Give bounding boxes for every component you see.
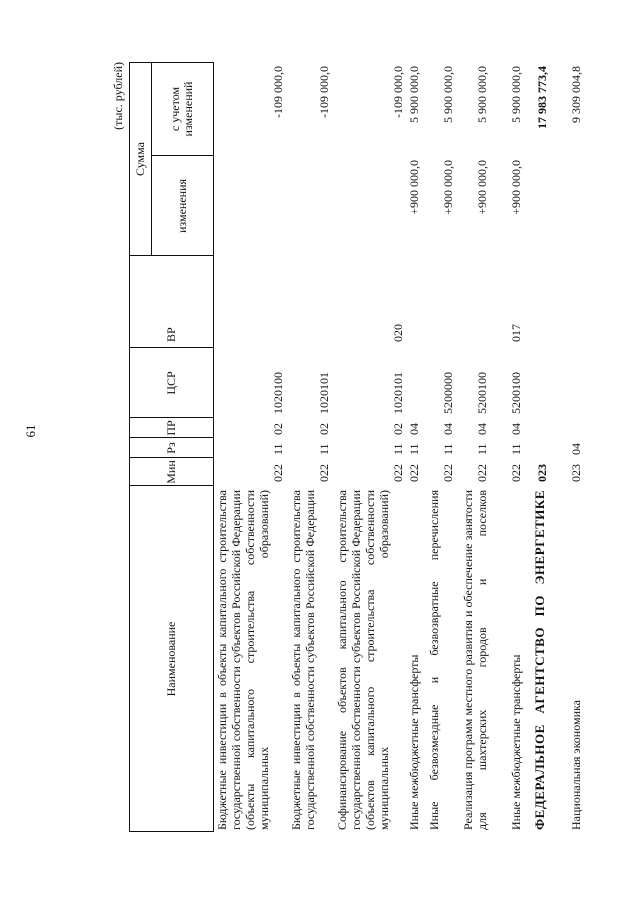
header-rz: Рз	[163, 442, 178, 454]
row-izm: +900 000,0	[509, 160, 523, 215]
row-vr: 020	[391, 324, 405, 342]
header-izmeneniya: изменения	[174, 178, 189, 234]
row-min: 022	[391, 464, 405, 482]
row-pr: 04	[475, 423, 489, 435]
row-rz: 11	[391, 443, 405, 455]
row-rz: 11	[441, 443, 455, 455]
row-min: 022	[441, 464, 455, 482]
row-min: 022	[317, 464, 331, 482]
budget-table	[111, 62, 631, 832]
row-min: 022	[271, 464, 285, 482]
row-uch: -109 000,0	[271, 66, 285, 118]
row-uch: 17 983 773,4	[535, 66, 549, 129]
row-izm: +900 000,0	[475, 160, 489, 215]
row-rz: 11	[317, 443, 331, 455]
row-min: 022	[509, 464, 523, 482]
row-uch: -109 000,0	[317, 66, 331, 118]
units-note: (тыс. рублей)	[111, 62, 125, 130]
header-s-uchetom: с учетом изменений	[168, 81, 195, 137]
row-rz: 11	[475, 443, 489, 455]
row-pr: 02	[317, 423, 331, 435]
row-name: Иные безвозмездные и безвозвратные перечисления	[427, 490, 441, 830]
row-uch: 5 900 000,0	[509, 66, 523, 123]
row-min: 023	[569, 464, 583, 482]
row-rz: 11	[271, 443, 285, 455]
row-name: Иные межбюджетные трансферты	[407, 654, 421, 830]
row-pr: 04	[407, 423, 421, 435]
row-pr: 02	[391, 423, 405, 435]
page-number: 61	[23, 424, 38, 438]
row-name: Национальная экономика	[569, 700, 583, 830]
row-uch: 5 900 000,0	[475, 66, 489, 123]
row-csr: 5200100	[509, 372, 523, 414]
header-vr: ВР	[163, 327, 178, 342]
row-min: 023	[535, 464, 549, 482]
row-uch: 5 900 000,0	[441, 66, 455, 123]
header-name: Наименование	[163, 621, 178, 697]
row-csr: 1020100	[271, 372, 285, 414]
row-izm: +900 000,0	[441, 160, 455, 215]
header-summa: Сумма	[132, 142, 147, 176]
row-uch: -109 000,0	[391, 66, 405, 118]
row-rz: 04	[569, 443, 583, 455]
row-name: Бюджетные инвестиции в объекты капитального строительства государственной собственности субъектов Российской Федерации	[289, 490, 317, 830]
row-vr: 017	[509, 324, 523, 342]
row-name: Иные межбюджетные трансферты	[509, 654, 523, 830]
row-csr: 5200100	[475, 372, 489, 414]
row-name: Реализация программ местного развития и обеспечение занятости для шахтерских городов и поселков	[461, 490, 489, 830]
row-name: ФЕДЕРАЛЬНОЕ АГЕНТСТВО ПО ЭНЕРГЕТИКЕ	[532, 490, 547, 830]
header-min: Мин	[163, 460, 178, 484]
row-name: Бюджетные инвестиции в объекты капитального строительства государственной собственности субъектов Российской Федерации (объекты капитального строительства собственности муниципальных образований)	[215, 490, 271, 830]
row-min: 022	[407, 464, 421, 482]
row-pr: 04	[509, 423, 523, 435]
row-uch: 9 309 004,8	[569, 66, 583, 123]
row-pr: 04	[441, 423, 455, 435]
header-bottom-rule	[213, 62, 214, 832]
row-izm: +900 000,0	[407, 160, 421, 215]
header-csr: ЦСР	[163, 371, 178, 395]
row-pr: 02	[271, 423, 285, 435]
row-csr: 1020101	[391, 372, 405, 414]
row-rz: 11	[407, 443, 421, 455]
row-csr: 1020101	[317, 372, 331, 414]
row-min: 022	[475, 464, 489, 482]
header-pr: ПР	[163, 420, 178, 436]
row-name: Софинансирование объектов капитального строительства государственной собственности субъектов Российской Федерации (объектов капитального строительства собственности муниципальных образований)	[335, 490, 391, 830]
row-uch: 5 900 000,0	[407, 66, 421, 123]
row-csr: 5200000	[441, 372, 455, 414]
row-rz: 11	[509, 443, 523, 455]
